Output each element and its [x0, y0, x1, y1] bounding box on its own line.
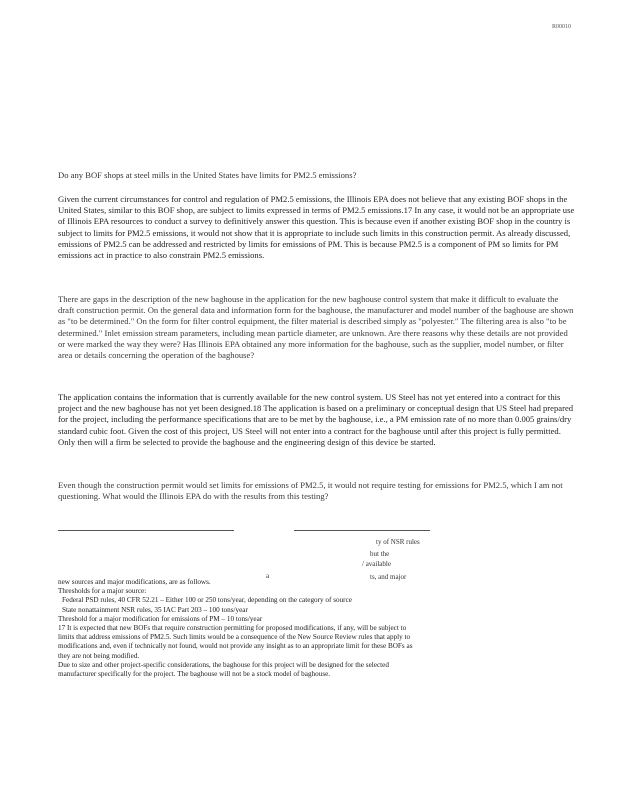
- footnote-line: modifications and, even if technically not found, would not provide any insight as to an appropriate limit for these BOFs as: [58, 642, 413, 651]
- footnote-line: Threshold for a major modification for emissions of PM – 10 tons/year: [58, 614, 263, 623]
- paragraph-4: Even though the construction permit would set limits for emissions of PM2.5, it would not require testing for emissions for PM2.5, which I am not questioning. What would the Illinois EPA do with the results from this testing?: [58, 480, 563, 502]
- footnote-rule-left: [58, 530, 234, 531]
- page-id: R00010: [552, 24, 572, 30]
- footnote-line: they are not being modified.: [58, 651, 140, 660]
- paragraph-1: Given the current circumstances for control and regulation of PM2.5 emissions, the Illinois EPA does not believe that any existing BOF shops in the United States, similar to this BOF shop, are subject to limits expressed in terms of PM2.5 emissions.17 In any case, it would not be an appropriate use of Illinois EPA resources to conduct a survey to definitively answer this question. This is because even if another existing BOF shop in the country is subject to limits for PM2.5 emissions, it would not show that it is appropriate to include such limits in this construction permit. As already discussed, emissions of PM2.5 can be addressed and restricted by limits for emissions of PM. This is because PM2.5 is a component of PM so limits for PM emissions act in practice to also constrain PM2.5 emissions.: [58, 194, 575, 261]
- footnote-line: State nonattainment NSR rules, 35 IAC Part 203 – 100 tons/year: [62, 605, 248, 614]
- paragraph-2: There are gaps in the description of the new baghouse in the application for the new baghouse control system that make it difficult to evaluate the draft construction permit. On the general data and information form for the baghouse, the manufacturer and model number of the baghouse are shown as "to be determined." On the form for filter control equipment, the filter material is described simply as "polyester." The filtering area is also "to be determined." Inlet emission stream parameters, including mean particle diameter, are unknown. Are there reasons why these details are not provided or were marked the way they were? Has Illinois EPA obtained any more information for the baghouse, such as the supplier, model number, or filter area or details concerning the operation of the baghouse?: [58, 294, 574, 361]
- footnote-line: Thresholds for a major source:: [58, 587, 147, 596]
- question-heading: Do any BOF shops at steel mills in the United States have limits for PM2.5 emissions?: [58, 170, 357, 180]
- footnote-line: Federal PSD rules, 40 CFR 52.21 – Either 100 or 250 tons/year, depending on the category of source: [62, 596, 352, 605]
- footnote-rule-right: [294, 530, 430, 531]
- footnote-line: manufacturer specifically for the project. The baghouse will not be a stock model of baghouse.: [58, 670, 331, 679]
- footnote-fragment: but the: [370, 550, 390, 558]
- footnote-line: limits that address emissions of PM2.5. Such limits would be a consequence of the New Source Review rules that apply to: [58, 633, 411, 642]
- footnote-fragment: a: [266, 572, 270, 580]
- footnotes: [58, 578, 576, 679]
- footnote-fragment: / available: [362, 560, 391, 568]
- footnote-line: Due to size and other project-specific considerations, the baghouse for this project will be designed for the selected: [58, 660, 389, 669]
- footnote-fragment: ts, and major: [370, 573, 407, 581]
- footnote-line: 17 It is expected that new BOFs that require construction permitting for proposed modifications, if any, will be subject to: [58, 624, 407, 633]
- footnote-fragment: ty of NSR rules: [376, 538, 420, 546]
- paragraph-3: The application contains the information that is currently available for the new control system. US Steel has not yet entered into a contract for this project and the new baghouse has not yet been designed.18 The application is based on a preliminary or conceptual design that US Steel had prepared for the project, including the performance specifications that are to be met by the baghouse, i.e., a PM emission rate of no more than 0.005 grains/dry standard cubic foot. Given the cost of this project, US Steel will not enter into a contract for the baghouse until after this project is fully permitted. Only then will a firm be selected to provide the baghouse and the engineering design of this device be started.: [58, 392, 574, 447]
- footnote-line: new sources and major modifications, are as follows.: [58, 578, 211, 586]
